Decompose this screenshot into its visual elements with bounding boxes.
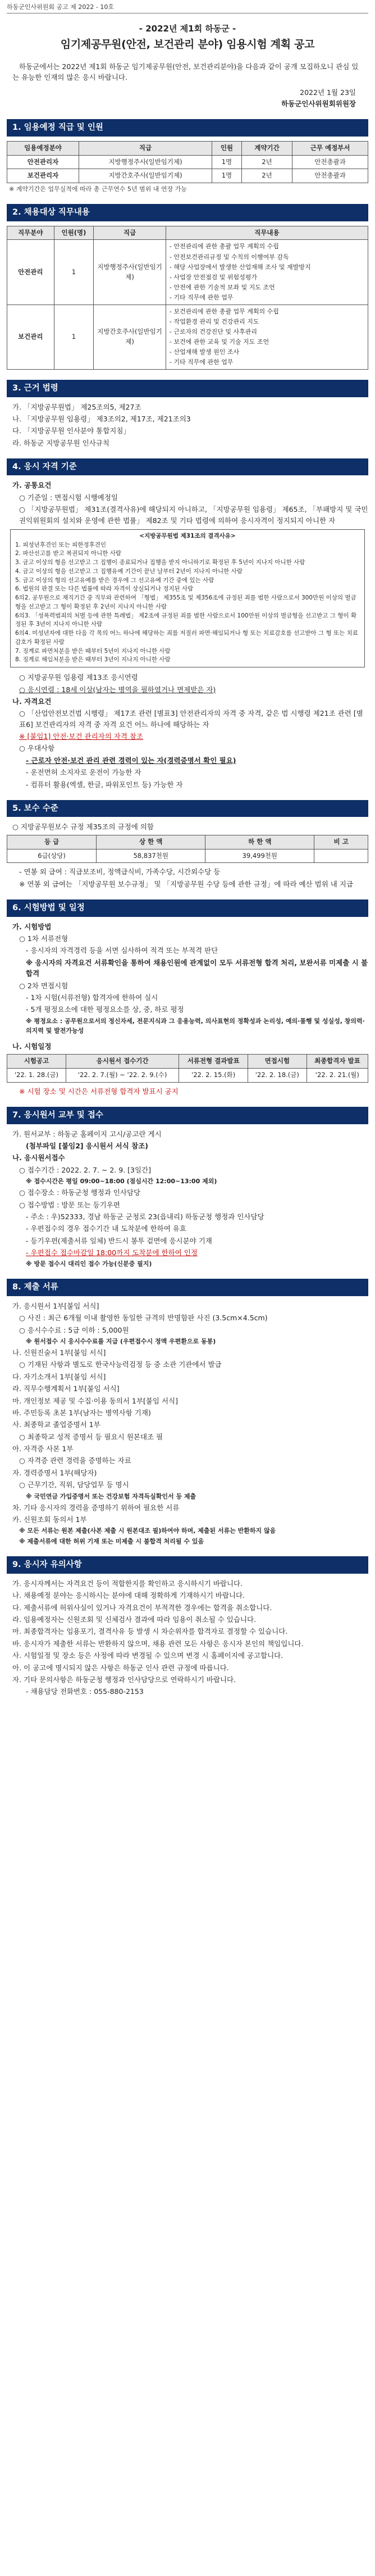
list-item: - 안전관리에 관한 총괄 업무 계획의 수립 xyxy=(169,243,279,251)
section-heading-application: 7. 응시원서 교부 및 접수 xyxy=(7,1107,368,1124)
law-item: 나. 「지방공무원 임용령」 제3조의2, 제17조, 제21조의3 xyxy=(12,414,191,423)
notice-title: 임기제공무원(안전, 보건관리 분야) 임용시험 계획 공고 xyxy=(60,38,315,51)
positions-table xyxy=(7,141,368,183)
section-heading-eligibility: 4. 응시 자격 기준 xyxy=(7,458,368,475)
list-item: - 사업장 안전점검 및 위험성평가 xyxy=(169,273,257,281)
section-heading-documents: 8. 제출 서류 xyxy=(7,1279,368,1296)
table-cell: 지방간호주사(일반임기제) xyxy=(79,169,212,183)
caution-item: 마. 최종합격자는 임용포기, 결격사유 등 발생 시 차순위자를 합격자로 결정할 수 있습니다. xyxy=(12,1627,288,1636)
schedule-note: ※ 시험 장소 및 시간은 서류전형 합격자 발표시 공지 xyxy=(19,1087,179,1096)
box-line: 2. 파산선고를 받고 복권되지 아니한 사람 xyxy=(15,550,121,557)
salary-table xyxy=(7,835,368,864)
document-item: ○ 응시수수료 : 5급 이하 : 5,000원 xyxy=(19,1325,129,1334)
table-header-cell: 근무 예정부서 xyxy=(292,141,368,155)
table-cell: '22. 2. 7.(월) ~ '22. 2. 9.(수) xyxy=(66,1068,179,1082)
law-item: 다. 「지방공무원 인사분야 통합지침」 xyxy=(12,426,130,435)
table-header-cell: 면접시험 xyxy=(248,1055,307,1069)
table-header-cell: 비 고 xyxy=(314,835,368,849)
table-header-cell: 서류전형 결과발표 xyxy=(179,1055,248,1069)
table-cell: 1 xyxy=(54,240,94,305)
table-header-cell: 시험공고 xyxy=(7,1055,66,1069)
table-cell: 지방행정주사(일반임기제) xyxy=(79,155,212,169)
table-cell: 2년 xyxy=(241,155,292,169)
list-item: - 산업재해 발생 원인 조사 xyxy=(169,348,240,356)
table-cell xyxy=(166,305,368,369)
list-item: - 근로자의 건강진단 및 사후관리 xyxy=(169,328,257,335)
law-item: 라. 하동군 지방공무원 인사규칙 xyxy=(12,438,109,447)
table-header-cell: 계약기간 xyxy=(241,141,292,155)
eligibility-line: ○ 우대사항 xyxy=(19,744,55,753)
method-line: ○ 2차 면접시험 xyxy=(19,981,68,990)
caution-item: 가. 응시자께서는 자격요건 등이 적합한지를 확인하고 응시하시기 바랍니다. xyxy=(12,1579,243,1588)
document-item: 바. 주민등록 초본 1부(남자는 병역사항 기재) xyxy=(12,1408,151,1417)
eligibility-line: ○ 지방공무원 임용령 제13조 응시연령 xyxy=(19,673,138,682)
list-item: - 기타 직무에 관한 업무 xyxy=(169,293,234,301)
subheading-schedule: 나. 시험일정 xyxy=(12,1042,52,1051)
eligibility-line: ○ 「지방공무원법」 제31조(결격사유)에 해당되지 아니하고, 「지방공무원 임용령」 제65조, 「부패방지 및 국민권익위원회의 설치와 운영에 관한 법률」 제82조 및 기타 법령에 의하여 응시자격이 정지되지 아니한 자 xyxy=(19,505,368,525)
table-header-row xyxy=(7,835,368,849)
document-item: 사. 최종학교 졸업증명서 1부 xyxy=(12,1420,100,1429)
table-cell: '22. 1. 28.(금) xyxy=(7,1068,66,1082)
table-cell: 안전총괄과 xyxy=(292,155,368,169)
notice-intro: 하동군에서는 2022년 제1회 하동군 임기제공무원(안전, 보건관리분야)을 다음과 같이 공개 모집하오니 관심 있는 유능한 인재의 많은 응시 바랍니다. xyxy=(12,62,359,82)
document-note: ※ 원서접수 시 응시수수료를 지급 (우편접수시 정액 우편환으로 동봉) xyxy=(26,1338,216,1346)
table-header-cell: 응시원서 접수기간 xyxy=(66,1055,179,1069)
table-row xyxy=(7,1068,368,1082)
section-heading-duties: 2. 채용대상 직무내용 xyxy=(7,204,368,221)
table-header-cell: 인원 xyxy=(212,141,242,155)
box-line: 6의4. 미성년자에 대한 다음 각 목의 어느 하나에 해당하는 죄를 저질러 파면·해임되거나 형 또는 치료감호를 선고받아 그 형 또는 치료감호가 확정된 사람 xyxy=(15,630,358,646)
method-line: ○ 1차 서류전형 xyxy=(19,934,68,943)
list-item: - 기타 직무에 관한 업무 xyxy=(169,358,234,366)
application-line: - 주소 : 우)52333, 경남 하동군 군청로 23(읍내리) 하동군청 행정과 인사담당 xyxy=(26,1212,264,1221)
list-item: - 보건에 관한 교육 및 기술 지도 조언 xyxy=(169,338,269,346)
application-line: ○ 접수방법 : 방문 또는 등기우편 xyxy=(19,1200,120,1209)
application-line: - 우편접수의 경우 접수기간 내 도착분에 한하여 유효 xyxy=(26,1224,186,1233)
document-item: 카. 신원조회 동의서 1부 xyxy=(12,1515,87,1524)
table-cell: 6급(상당) xyxy=(7,849,97,863)
caution-item: 바. 응시자가 제출한 서류는 반환하지 않으며, 채용 관련 모든 사항은 응시자 본인의 책임입니다. xyxy=(12,1639,304,1648)
method-note: ※ 평정요소 : 공무원으로서의 정신자세, 전문지식과 그 응용능력, 의사표현의 정확성과 논리성, 예의·품행 및 성실성, 창의력·의지력 및 발전가능성 xyxy=(26,1017,365,1034)
table-header-cell: 상 한 액 xyxy=(97,835,205,849)
table-header-cell: 직급 xyxy=(94,226,166,240)
document-item: ○ 근무기간, 직위, 담당업무 등 명시 xyxy=(19,1480,129,1489)
table-cell: 58,837천원 xyxy=(97,849,205,863)
box-line: 3. 금고 이상의 형을 선고받고 그 집행이 종료되거나 집행을 받지 아니하기로 확정된 후 5년이 지나지 아니한 사람 xyxy=(15,559,305,566)
document-note: ※ 제출서류에 대한 허위 기재 또는 미제출 시 불합격 처리될 수 있음 xyxy=(19,1538,204,1546)
method-line: - 응시자의 자격경력 등을 서면 심사하여 적격 또는 부적격 판단 xyxy=(26,946,218,955)
eligibility-age: ○ 응시연령 : 18세 이상(남자는 병역을 필하였거나 면제받은 자) xyxy=(19,685,216,694)
attachment-link[interactable]: ※ [붙임1] 안전·보건 관리자의 자격 참조 xyxy=(19,732,144,741)
table-row xyxy=(7,155,368,169)
list-item: - 보건관리에 관한 총괄 업무 계획의 수립 xyxy=(169,307,279,315)
caution-item: 라. 임용예정자는 신원조회 및 신체검사 결과에 따라 임용이 취소될 수 있습니다. xyxy=(12,1615,257,1624)
section-heading-laws: 3. 근거 법령 xyxy=(7,380,368,397)
table-cell: 1 xyxy=(54,305,94,369)
table-cell: 안전관리자 xyxy=(7,155,79,169)
box-line: 7. 징계로 파면처분을 받은 때부터 5년이 지나지 아니한 사람 xyxy=(15,647,171,655)
method-line: - 1차 시험(서류전형) 합격자에 한하여 실시 xyxy=(26,993,158,1002)
table-cell: 안전관리 xyxy=(7,240,54,305)
application-line: 나. 응시원서접수 xyxy=(12,1153,65,1162)
salary-note: ※ 연봉 외 급여는 「지방공무원 보수규정」 및 「지방공무원 수당 등에 관한 규정」에 따라 예산 범위 내 지급 xyxy=(19,879,353,888)
table-header-cell: 직무분야 xyxy=(7,226,54,240)
table-row xyxy=(7,305,368,369)
method-note: ※ 응시자의 자격요건 서류확인을 통하여 채용인원에 관계없이 모두 서류전형 합격 처리, 보완서류 미제출 시 불합격 xyxy=(26,958,368,978)
box-line: 6의2. 공무원으로 재직기간 중 직무와 관련하여 「형법」 제355조 및 제356조에 규정된 죄를 범한 사람으로서 300만원 이상의 벌금형을 선고받고 그 형이 확정된 후 2년이 지나지 아니한 사람 xyxy=(15,594,356,610)
document-item: 자. 경력증명서 1부(해당자) xyxy=(12,1468,97,1477)
table-cell: 39,499천원 xyxy=(205,849,314,863)
list-item: - 안전에 관한 기술적 보좌 및 지도 조언 xyxy=(169,283,275,291)
table-header-row xyxy=(7,1055,368,1069)
section-heading-positions: 1. 임용예정 직급 및 인원 xyxy=(7,119,368,136)
table-cell xyxy=(166,240,368,305)
table-cell: '22. 2. 18.(금) xyxy=(248,1068,307,1082)
salary-line: ○ 지방공무원보수 규정 제35조의 규정에 의함 xyxy=(12,823,154,832)
application-line: - 등기우편(제출서류 일체) 반드시 봉투 겉면에 응시분야 기재 xyxy=(26,1236,212,1245)
box-line: 6. 법원의 판결 또는 다른 법률에 따라 자격이 상실되거나 정지된 사람 xyxy=(15,585,194,593)
table-cell: 1명 xyxy=(212,155,242,169)
preference-item: - 컴퓨터 활용(엑셀, 한글, 파워포인트 등) 가능한 자 xyxy=(26,780,183,789)
box-line: 6의3. 「성폭력범죄의 처벌 등에 관한 특례법」 제2조에 규정된 죄를 범한 사람으로서 100만원 이상의 벌금형을 선고받고 그 형이 확정된 후 3년이 지나지 아니한 사람 xyxy=(15,612,357,628)
list-item: - 작업환경 관리 및 건강관리 지도 xyxy=(169,317,259,325)
document-note: ※ 국민연금 가입증명서 또는 건강보험 자격득실확인서 등 제출 xyxy=(26,1492,196,1500)
application-line: 가. 원서교부 : 하동군 홈페이지 고시/공고란 게시 xyxy=(12,1129,162,1138)
table-header-row xyxy=(7,226,368,240)
preference-item: - 운전면허 소지자로 운전이 가능한 자 xyxy=(26,768,141,777)
table-header-cell: 임용예정분야 xyxy=(7,141,79,155)
table-header-cell: 인원(명) xyxy=(54,226,94,240)
caution-item: 나. 채용예정 분야는 응시하시는 분야에 대해 정확하게 기재하시기 바랍니다. xyxy=(12,1591,245,1600)
list-item: - 안전보건관리규정 및 수칙의 이행여부 감독 xyxy=(169,253,289,261)
subheading-common: 가. 공통요건 xyxy=(12,481,52,490)
box-line: 5. 금고 이상의 형의 선고유예를 받은 경우에 그 선고유예 기간 중에 있는 사람 xyxy=(15,576,214,584)
document-item: ○ 최종학교 성적 증명서 등 필요시 원본대조 필 xyxy=(19,1432,163,1441)
table-header-cell: 직무내용 xyxy=(166,226,368,240)
table-header-cell: 직급 xyxy=(79,141,212,155)
list-item: - 해당 사업장에서 발생한 산업재해 조사 및 재발방지 xyxy=(169,263,311,271)
table-row xyxy=(7,849,368,863)
table-cell: 지방행정주사(일반임기제) xyxy=(94,240,166,305)
document-item: 나. 신원진술서 1부[붙임 서식] xyxy=(12,1348,106,1357)
salary-note: - 연봉 외 급여 : 직급보조비, 정액급식비, 가족수당, 시간외수당 등 xyxy=(19,867,221,876)
notice-subtitle: - 2022년 제1회 하동군 - xyxy=(139,24,236,34)
table-cell: '22. 2. 21.(월) xyxy=(307,1068,368,1082)
box-line: 1. 피성년후견인 또는 피한정후견인 xyxy=(15,541,107,548)
eligibility-line: ○ 기준일 : 면접시험 시행예정일 xyxy=(19,493,118,502)
table-cell: 지방간호주사(일반임기제) xyxy=(94,305,166,369)
application-line: (첨부파일 [붙임2] 응시원서 서식 참조) xyxy=(26,1141,149,1150)
contract-note: ※ 계약기간은 업무실적에 따라 총 근무연수 5년 범위 내 연장 가능 xyxy=(9,185,187,193)
application-line: ○ 접수장소 : 하동군청 행정과 인사담당 xyxy=(19,1188,141,1197)
table-row xyxy=(7,240,368,305)
box-line: 4. 금고 이상의 형을 선고받고 그 집행유예 기간이 끝난 날부터 2년이 지나지 아니한 사람 xyxy=(15,567,243,575)
caution-item: 다. 제출서류에 허위사실이 있거나 자격요건이 부적격한 경우에는 합격을 취소합니다. xyxy=(12,1603,272,1612)
document-item: ○ 사진 : 최근 6개월 이내 촬영한 동일한 규격의 반명함판 사진 (3.5cm×4.5cm) xyxy=(19,1314,268,1323)
document-item: 차. 기타 응시자의 경력을 증명하기 위하여 필요한 서류 xyxy=(12,1503,180,1512)
document-item: ○ 기재된 사항과 별도로 한국사능력검정 등 중 소관 기관에서 발급 xyxy=(19,1360,222,1369)
document-note: ※ 모든 서류는 원본 제출(사본 제출 시 원본대조 필)하여야 하며, 제출된 서류는 반환하지 않음 xyxy=(19,1527,276,1535)
application-line: ○ 접수기간 : 2022. 2. 7. ~ 2. 9. [3일간] xyxy=(19,1165,151,1174)
notice-issuer: 하동군인사위원회위원장 xyxy=(281,99,356,108)
table-cell xyxy=(314,849,368,863)
table-cell: '22. 2. 15.(화) xyxy=(179,1068,248,1082)
law-item: 가. 「지방공무원법」 제25조의5, 제27조 xyxy=(12,402,141,411)
box-line: 8. 징계로 해임처분을 받은 때부터 3년이 지나지 아니한 사람 xyxy=(15,656,171,664)
table-cell: 2년 xyxy=(241,169,292,183)
duties-table xyxy=(7,226,368,370)
document-item: 라. 직무수행계획서 1부[붙임 서식] xyxy=(12,1384,120,1393)
application-note: ※ 접수시간은 평일 09:00~18:00 (점심시간 12:00~13:00 제외) xyxy=(26,1178,217,1185)
application-note: ※ 방문 접수시 대리인 접수 가능(신분증 필지) xyxy=(26,1260,152,1268)
application-deadline: - 우편접수 접수마감일 18:00까지 도착분에 한하여 인정 xyxy=(26,1248,198,1257)
document-item: 아. 자격증 사본 1부 xyxy=(12,1444,74,1453)
preference-item: - 근로자 안전·보건 관리 관련 경력이 있는 자(경력증명서 확인 필요) xyxy=(26,756,236,765)
notice-date: 2022년 1월 23일 xyxy=(300,88,356,97)
eligibility-line: ○ 「산업안전보건법 시행령」 제17조 관련 [별표3] 안전관리자의 자격 중 자격, 같은 법 시행령 제21조 관련 [별표6] 보건관리자의 자격 중 자격 요건 어느 하나에 해당하는 자 xyxy=(19,709,363,729)
document-item: 다. 자기소개서 1부[붙임 서식] xyxy=(12,1372,106,1381)
table-header-cell: 최종합격자 발표 xyxy=(307,1055,368,1069)
subheading-method: 가. 시험방법 xyxy=(12,922,52,931)
subheading-qualification: 나. 자격요건 xyxy=(12,697,52,706)
table-header-cell: 등 급 xyxy=(7,835,97,849)
table-cell: 1명 xyxy=(212,169,242,183)
table-header-row xyxy=(7,141,368,155)
table-cell: 안전총괄과 xyxy=(292,169,368,183)
section-heading-salary: 5. 보수 수준 xyxy=(7,800,368,817)
caution-item: 아. 이 공고에 명시되지 않은 사항은 하동군 인사 관련 규정에 따릅니다. xyxy=(12,1663,229,1672)
table-header-cell: 하 한 액 xyxy=(205,835,314,849)
caution-item: 자. 기타 문의사항은 하동군청 행정과 인사담당으로 연락하시기 바랍니다. xyxy=(12,1675,236,1684)
schedule-table xyxy=(7,1054,368,1083)
method-line: - 5개 평정요소에 대한 평정요소를 상, 중, 하로 평정 xyxy=(26,1005,184,1014)
caution-item: 사. 시험일정 및 장소 등은 사정에 따라 변경될 수 있으며 변경 시 홈페이지에 공고합니다. xyxy=(12,1651,283,1660)
table-row xyxy=(7,169,368,183)
notice-number: 하동군인사위원회 공고 제 2022 - 10호 xyxy=(7,3,114,11)
document-item: 마. 개인정보 제공 및 수집·이용 동의서 1부[붙임 서식] xyxy=(12,1396,178,1405)
document-item: ○ 자격증 관련 경력을 증명하는 자료 xyxy=(19,1456,131,1465)
box-title: <지방공무원법 제31조의 결격사유> xyxy=(139,532,236,539)
section-heading-schedule: 6. 시험방법 및 일정 xyxy=(7,899,368,916)
section-heading-cautions: 9. 응시자 유의사항 xyxy=(7,1556,368,1573)
table-cell: 보건관리 xyxy=(7,305,54,369)
document-item: 가. 응시원서 1부[붙임 서식] xyxy=(12,1301,99,1310)
contact-phone: - 채용담당 전화번호 : 055-880-2153 xyxy=(26,1687,144,1696)
disqualification-box xyxy=(10,529,365,667)
table-cell: 보건관리자 xyxy=(7,169,79,183)
